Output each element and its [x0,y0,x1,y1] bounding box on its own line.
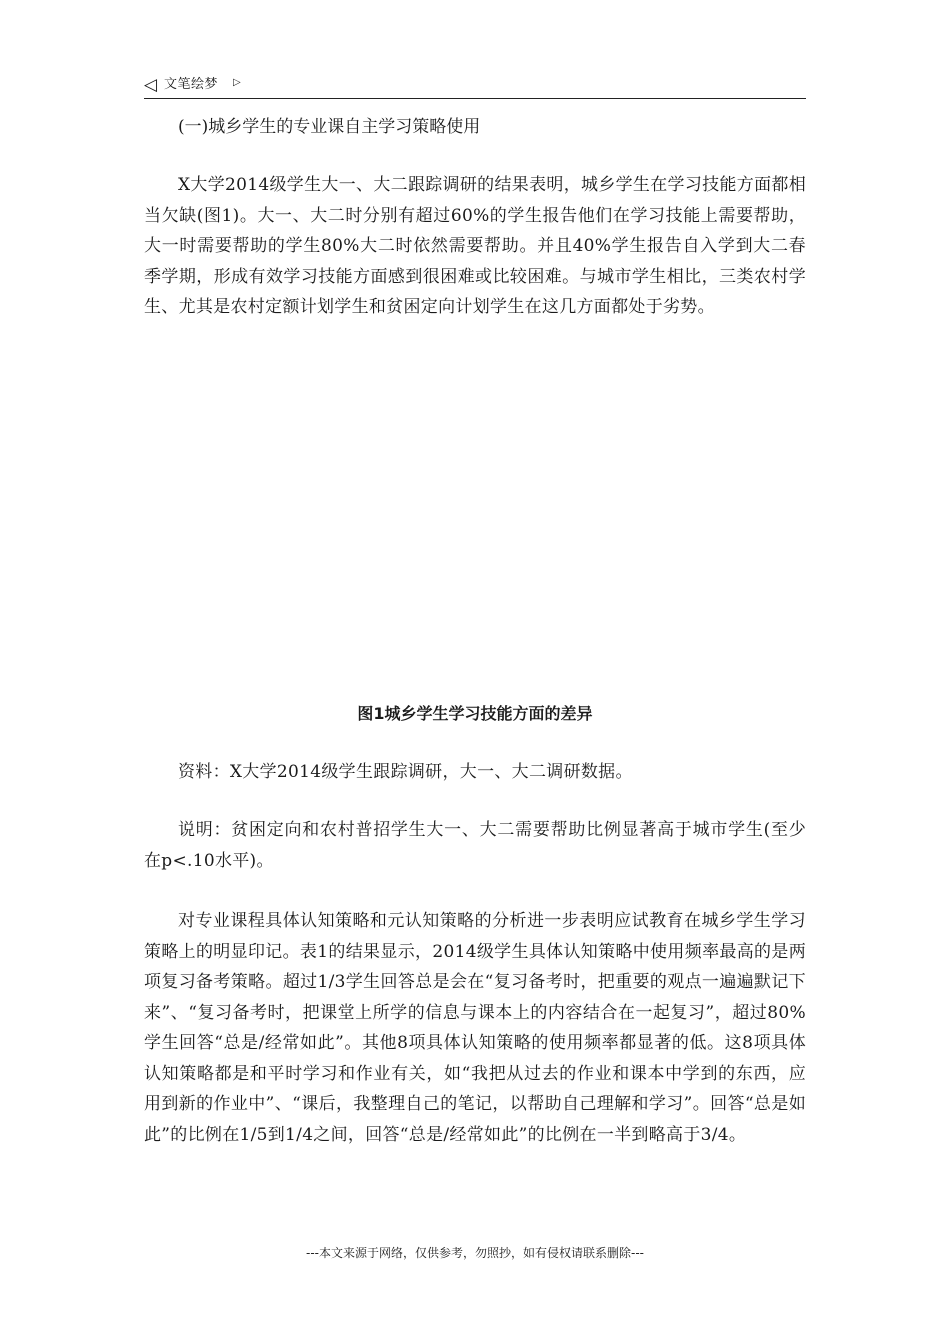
figure-source-note: 资料：X大学2014级学生跟踪调研，大一、大二调研数据。 [178,762,633,782]
page-footer: ---本文来源于网络，仅供参考，勿照抄，如有侵权请联系删除--- [306,1246,644,1260]
figure-caption: 图1城乡学生学习技能方面的差异 [357,704,593,723]
section-heading: (一)城乡学生的专业课自主学习策略使用 [178,117,481,137]
paragraph-cognitive-strategies: 对专业课程具体认知策略和元认知策略的分析进一步表明应试教育在城乡学生学习策略上的明显印记。表1的结果显示，2014级学生具体认知策略中使用频率最高的是两项复习备考策略。超过1/3学生回答总是会在“复习备考时，把重要的观点一遍遍默记下来”、“复习备考时，把课堂上所学的信息与课本上的内容结合在一起复习”，超过80%学生回答“总是/经常如此”。其他8项具体认知策略的使用频率都显著的低。这8项具体认知策略都是和平时学习和作业有关，如“我把从过去的作业和课本中学到的东西，应用到新的作业中”、“课后，我整理自己的笔记，以帮助自己理解和学习”。回答“总是如此”的比例在1/5到1/4之间，回答“总是/经常如此”的比例在一半到略高于3/4。 [144,911,806,1145]
paragraph-learning-skills: X大学2014级学生大一、大二跟踪调研的结果表明，城乡学生在学习技能方面都相当欠缺(图1)。大一、大二时分别有超过60%的学生报告他们在学习技能上需要帮助，大一时需要帮助的学生80%大二时依然需要帮助。并且40%学生报告自入学到大二春季学期，形成有效学习技能方面感到很困难或比较困难。与城市学生相比，三类农村学生、尤其是农村定额计划学生和贫困定向计划学生在这几方面都处于劣势。 [144,175,806,317]
figure-explanation-note: 说明：贫困定向和农村普招学生大一、大二需要帮助比例显著高于城市学生(至少在p<.10水平)。 [144,820,806,871]
triangle-left-icon: ◁ [144,75,158,95]
triangle-right-icon: ▷ [233,77,241,88]
header-title: 文笔绘梦 [164,77,219,92]
page-header [144,74,806,99]
